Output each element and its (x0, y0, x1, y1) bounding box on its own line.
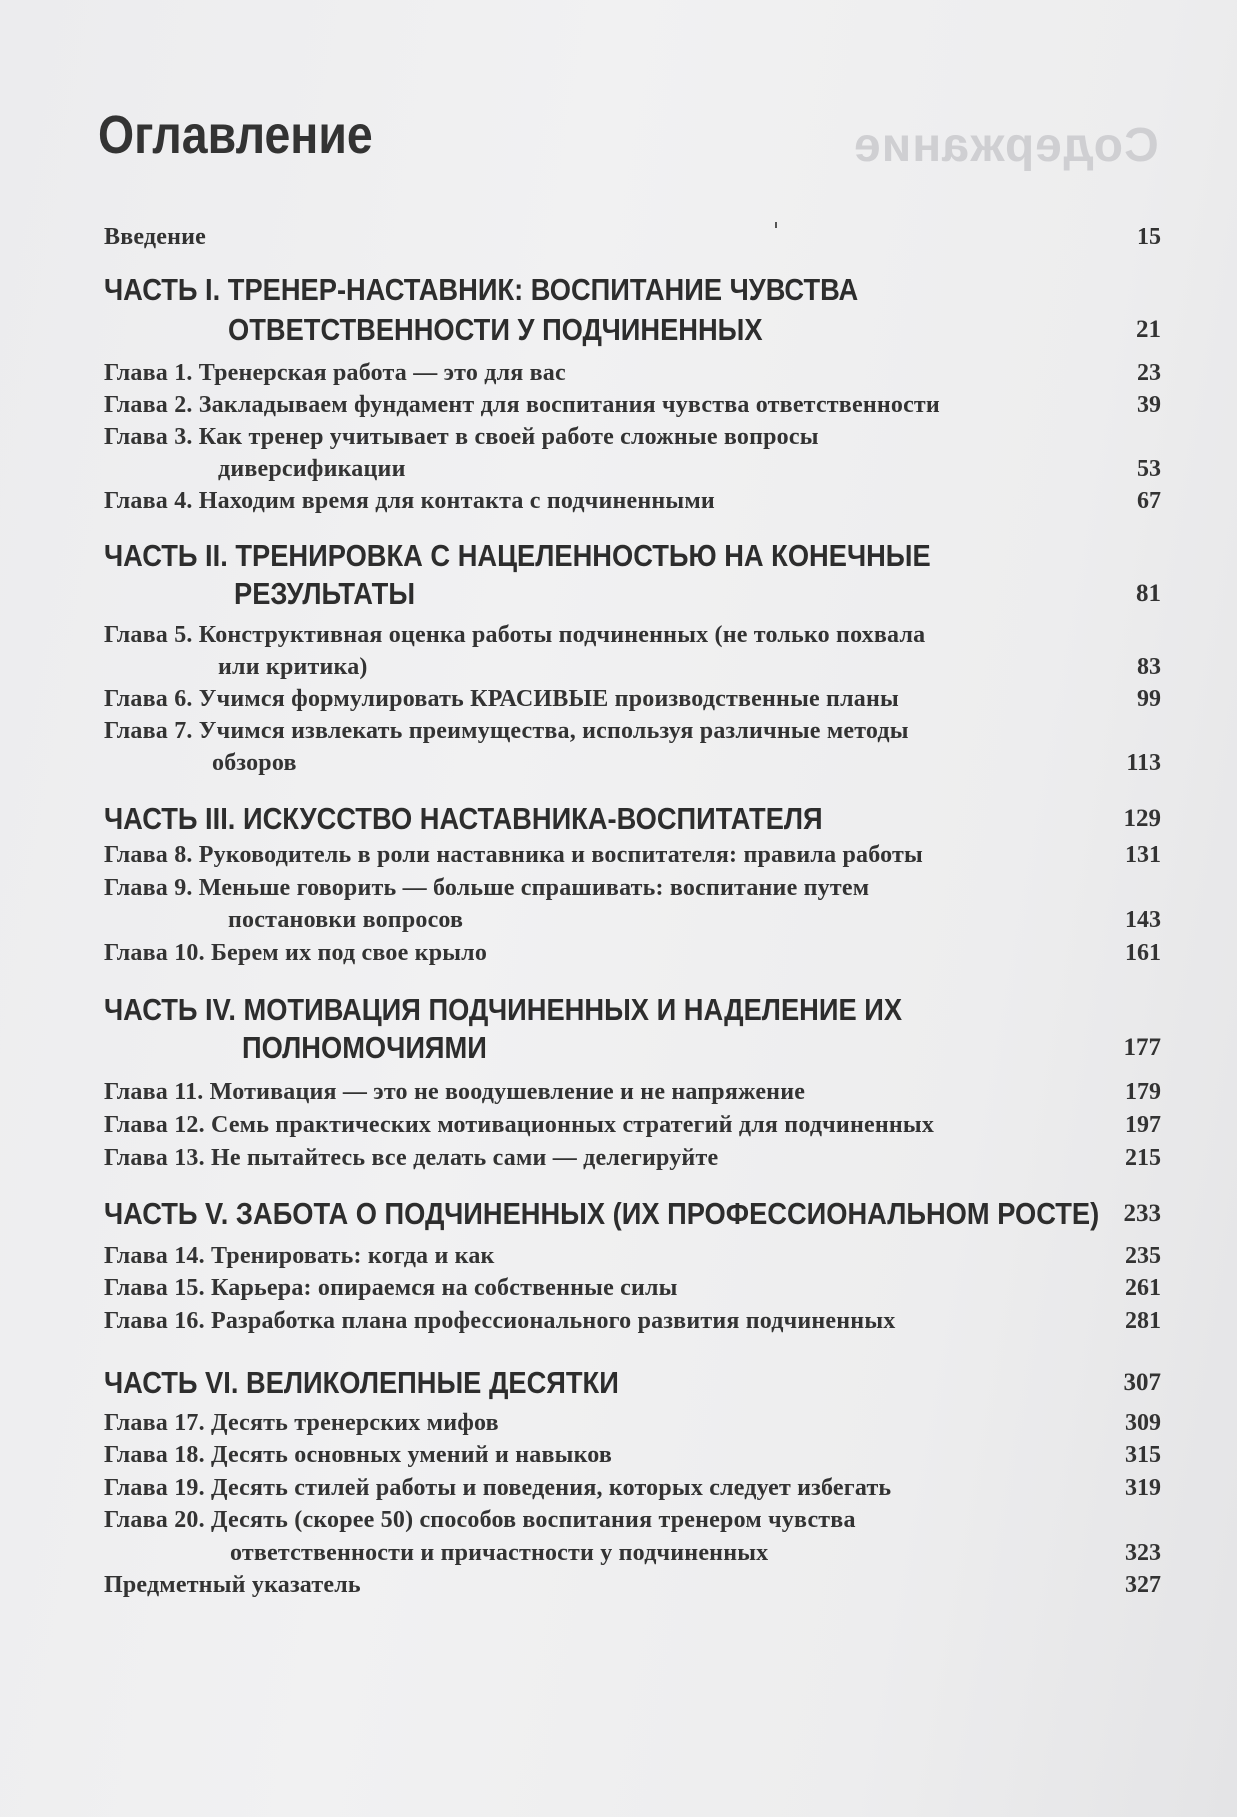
part-heading[interactable]: ЧАСТЬ IV. МОТИВАЦИЯ ПОДЧИНЕННЫХ И НАДЕЛЕНИЕ ИХ (104, 992, 903, 1027)
chapter-entry[interactable]: Глава 13. Не пытайтесь все делать сами — делегируйте (104, 1145, 719, 1171)
chapter-page-number: 323 (1125, 1540, 1161, 1566)
chapter-page-number: 179 (1125, 1079, 1161, 1105)
chapter-page-number: 131 (1125, 842, 1161, 868)
chapter-entry-continuation[interactable]: обзоров (212, 750, 297, 776)
chapter-page-number: 67 (1137, 488, 1161, 514)
part-heading[interactable]: ЧАСТЬ VI. ВЕЛИКОЛЕПНЫЕ ДЕСЯТКИ (104, 1365, 619, 1400)
chapter-entry-continuation[interactable]: ответственности и причастности у подчиненных (230, 1540, 769, 1566)
chapter-entry[interactable]: Глава 1. Тренерская работа — это для вас (104, 360, 566, 386)
part-page-number: 21 (1136, 316, 1161, 343)
chapter-page-number: 235 (1125, 1243, 1161, 1269)
chapter-entry-continuation[interactable]: или критика) (218, 654, 368, 680)
chapter-entry[interactable]: Глава 2. Закладываем фундамент для воспитания чувства ответственности (104, 392, 940, 418)
part-page-number: 233 (1123, 1200, 1161, 1227)
chapter-page-number: 215 (1125, 1145, 1161, 1171)
chapter-page-number: 309 (1125, 1410, 1161, 1436)
chapter-entry[interactable]: Глава 7. Учимся извлекать преимущества, используя различные методы (104, 718, 909, 744)
intro-label[interactable]: Введение (104, 224, 207, 250)
chapter-page-number: 319 (1125, 1475, 1161, 1501)
chapter-page-number: 39 (1137, 392, 1161, 418)
chapter-entry[interactable]: Глава 5. Конструктивная оценка работы подчиненных (не только похвала (104, 622, 926, 648)
index-page-number: 327 (1125, 1572, 1161, 1598)
chapter-page-number: 197 (1125, 1112, 1161, 1138)
chapter-page-number: 161 (1125, 940, 1161, 966)
chapter-entry-continuation[interactable]: постановки вопросов (228, 907, 464, 933)
index-label[interactable]: Предметный указатель (104, 1572, 361, 1598)
chapter-page-number: 99 (1137, 686, 1161, 712)
chapter-page-number: 315 (1125, 1442, 1161, 1468)
part-heading[interactable]: ЧАСТЬ I. ТРЕНЕР-НАСТАВНИК: ВОСПИТАНИЕ ЧУВСТВА (104, 272, 859, 307)
chapter-page-number: 23 (1137, 360, 1161, 386)
part-heading[interactable]: ЧАСТЬ II. ТРЕНИРОВКА С НАЦЕЛЕННОСТЬЮ НА КОНЕЧНЫЕ (104, 538, 931, 573)
part-heading-continuation[interactable]: РЕЗУЛЬТАТЫ (234, 576, 416, 611)
chapter-entry[interactable]: Глава 14. Тренировать: когда и как (104, 1243, 495, 1269)
chapter-entry[interactable]: Глава 15. Карьера: опираемся на собственные силы (104, 1275, 678, 1301)
part-page-number: 81 (1136, 580, 1161, 607)
part-heading-continuation[interactable]: ОТВЕТСТВЕННОСТИ У ПОДЧИНЕННЫХ (228, 312, 763, 347)
part-page-number: 307 (1123, 1369, 1161, 1396)
chapter-page-number: 113 (1126, 750, 1161, 776)
part-heading[interactable]: ЧАСТЬ III. ИСКУССТВО НАСТАВНИКА-ВОСПИТАТЕЛЯ (104, 801, 823, 836)
chapter-page-number: 261 (1125, 1275, 1161, 1301)
part-heading-continuation[interactable]: ПОЛНОМОЧИЯМИ (242, 1030, 487, 1065)
page-title: Оглавление (98, 105, 373, 165)
chapter-page-number: 53 (1137, 456, 1161, 482)
chapter-entry[interactable]: Глава 3. Как тренер учитывает в своей работе сложные вопросы (104, 424, 819, 450)
chapter-entry[interactable]: Глава 6. Учимся формулировать КРАСИВЫЕ производственные планы (104, 686, 899, 712)
part-heading[interactable]: ЧАСТЬ V. ЗАБОТА О ПОДЧИНЕННЫХ (ИХ ПРОФЕССИОНАЛЬНОМ РОСТЕ) (104, 1196, 1100, 1231)
chapter-entry[interactable]: Глава 17. Десять тренерских мифов (104, 1410, 499, 1436)
part-page-number: 129 (1123, 805, 1161, 832)
chapter-entry[interactable]: Глава 8. Руководитель в роли наставника и воспитателя: правила работы (104, 842, 923, 868)
intro-page-number: 15 (1137, 224, 1161, 250)
chapter-entry[interactable]: Глава 11. Мотивация — это не воодушевление и не напряжение (104, 1079, 806, 1105)
bleed-through-heading: Содержание (853, 119, 1159, 172)
chapter-page-number: 83 (1137, 654, 1161, 680)
chapter-entry[interactable]: Глава 16. Разработка плана профессионального развития подчиненных (104, 1308, 896, 1334)
chapter-page-number: 281 (1125, 1308, 1161, 1334)
chapter-entry-continuation[interactable]: диверсификации (218, 456, 406, 482)
chapter-entry[interactable]: Глава 9. Меньше говорить — больше спрашивать: воспитание путем (104, 875, 870, 901)
chapter-entry[interactable]: Глава 4. Находим время для контакта с подчиненными (104, 488, 715, 514)
chapter-entry[interactable]: Глава 10. Берем их под свое крыло (104, 940, 488, 966)
chapter-page-number: 143 (1125, 907, 1161, 933)
chapter-entry[interactable]: Глава 20. Десять (скорее 50) способов воспитания тренером чувства (104, 1507, 856, 1533)
part-page-number: 177 (1123, 1034, 1161, 1061)
chapter-entry[interactable]: Глава 18. Десять основных умений и навыков (104, 1442, 613, 1468)
chapter-entry[interactable]: Глава 12. Семь практических мотивационных стратегий для подчиненных (104, 1112, 935, 1138)
chapter-entry[interactable]: Глава 19. Десять стилей работы и поведения, которых следует избегать (104, 1475, 892, 1501)
